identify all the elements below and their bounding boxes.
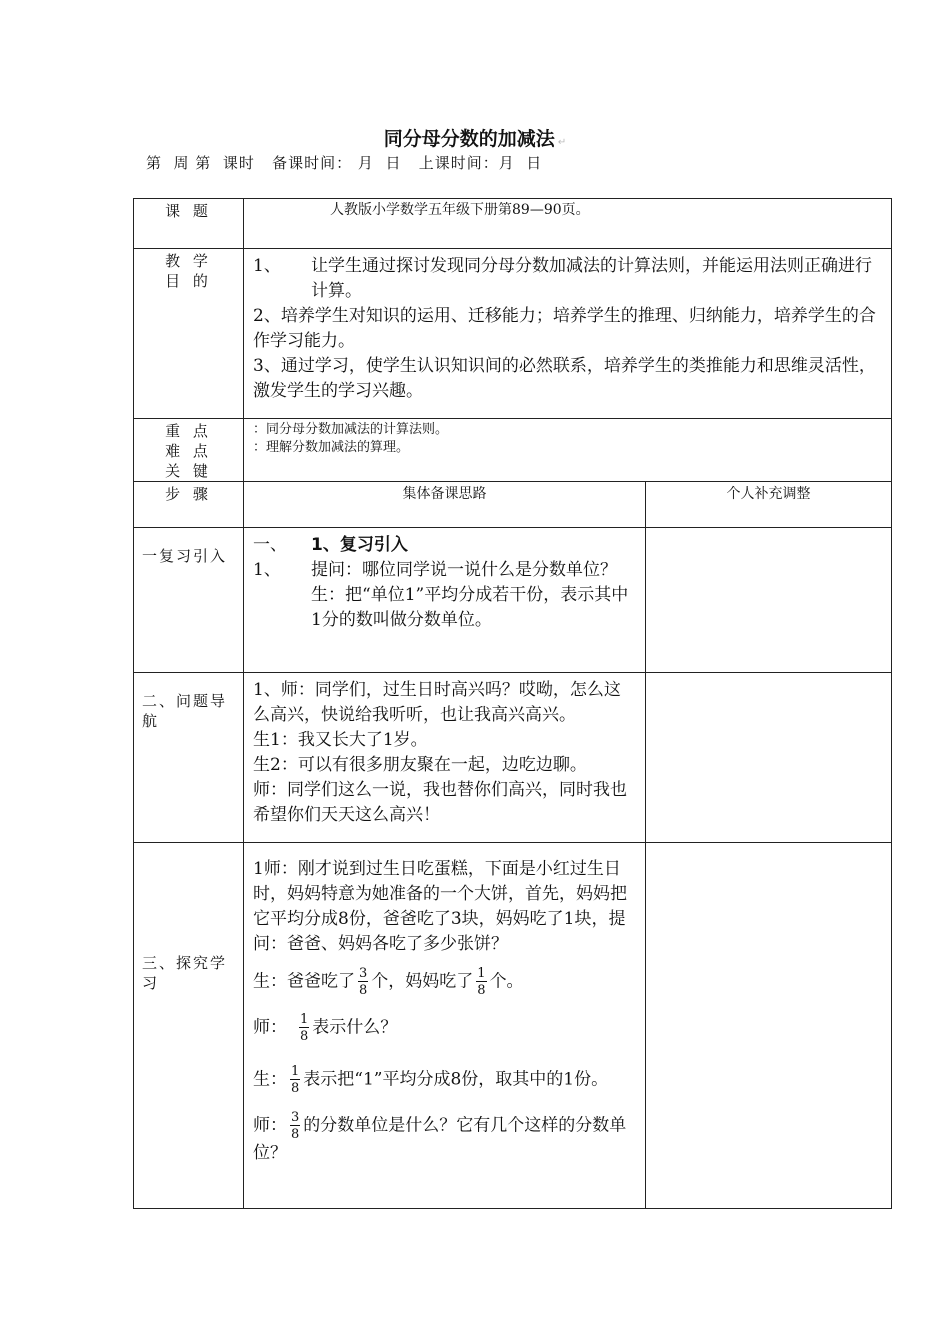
label-key-3: 关 键 — [165, 462, 212, 480]
row-topic — [134, 199, 892, 249]
review-answer — [253, 583, 637, 633]
row-explore — [134, 843, 892, 1209]
goal-item-3: 3、通过学习，使学生认识知识间的必然联系，培养学生的类推能力和思维灵活性，激发学生的学习兴趣。 — [253, 356, 876, 401]
review-a-text: 生：把“单位1”平均分成若干份，表示其中1分的数叫做分数单位。 — [311, 585, 629, 630]
review-head-num: 一、 — [253, 535, 287, 555]
guide-line-1: 1、师：同学们，过生日时高兴吗？哎呦，怎么这么高兴，快说给我听听，也让我高兴高兴。 — [253, 680, 621, 725]
key-line-2: ：理解分数加减法的算理。 — [253, 440, 410, 455]
label-key-1: 重 点 — [165, 422, 212, 440]
col-personal: 个人补充调整 — [646, 482, 892, 528]
explore-content — [244, 843, 646, 1209]
label-key — [134, 419, 244, 482]
row-steps-header — [134, 482, 892, 528]
guide-content — [244, 673, 646, 843]
guide-line-4: 师：同学们这么一说，我也替你们高兴，同时我也希望你们天天这么高兴！ — [253, 780, 627, 825]
goal-num-1: 1、 — [253, 256, 281, 276]
review-question — [253, 558, 637, 583]
guide-personal — [646, 673, 892, 843]
label-explore: 三、探究学习 — [134, 843, 244, 1209]
explore-personal — [646, 843, 892, 1209]
goal-item-1 — [253, 254, 883, 304]
lesson-plan-table — [133, 198, 892, 1209]
review-heading — [253, 533, 637, 558]
row-review — [134, 528, 892, 673]
paragraph-mark: ↵ — [557, 137, 567, 148]
review-personal — [646, 528, 892, 673]
explore-line-1: 生：爸爸吃了 $\frac{3}{8}$ 个，妈妈吃了 $\frac{1}{8}$ 个。 — [253, 966, 524, 998]
label-steps: 步 骤 — [134, 482, 244, 528]
key-content — [244, 419, 892, 482]
goal-item-2: 2、培养学生对知识的运用、迁移能力；培养学生的推理、归纳能力，培养学生的合作学习能力。 — [253, 306, 876, 351]
label-guide: 二、问题导航 — [134, 673, 244, 843]
label-key-2: 难 点 — [165, 442, 212, 460]
review-q-text: 提问：哪位同学说一说什么是分数单位？ — [311, 560, 617, 580]
explore-line-2: 师： $\frac{1}{8}$ 表示什么？ — [253, 1012, 398, 1044]
fraction-three-eighths: $\frac{3}{8}$ — [291, 1110, 300, 1142]
schedule-line: 第 周 第 课时 备课时间： 月 日 上课时间：月 日 — [146, 154, 543, 172]
fraction-one-eighth: $\frac{1}{8}$ — [300, 1012, 309, 1044]
col-collective: 集体备课思路 — [244, 482, 646, 528]
row-guide — [134, 673, 892, 843]
fraction-one-eighth: $\frac{1}{8}$ — [291, 1064, 300, 1096]
fraction-three-eighths: $\frac{3}{8}$ — [359, 966, 368, 998]
label-goals — [134, 249, 244, 419]
label-review: 一复习引入 — [134, 528, 244, 673]
explore-line-3: 生： $\frac{1}{8}$ 表示把“1”平均分成8份，取其中的1份。 — [253, 1064, 609, 1096]
review-head-text: 1、复习引入 — [311, 535, 408, 555]
label-goals-2: 目 的 — [165, 272, 212, 290]
review-q-num: 1、 — [253, 560, 281, 580]
review-content — [244, 528, 646, 673]
guide-line-2: 生1：我又长大了1岁。 — [253, 730, 428, 750]
explore-intro: 1师：刚才说到过生日吃蛋糕，下面是小红过生日时，妈妈特意为她准备的一个大饼，首先，妈妈把它平均分成8份，爸爸吃了3块，妈妈吃了1块，提问：爸爸、妈妈各吃了多少张饼？ — [253, 859, 627, 954]
page-title: 同分母分数的加减法 ↵ — [383, 128, 567, 150]
key-line-1: ：同分母分数加减法的计算法则。 — [253, 422, 449, 437]
row-key-points — [134, 419, 892, 482]
goal-text-1: 让学生通过探讨发现同分母分数加减法的计算法则，并能运用法则正确进行计算。 — [311, 256, 872, 301]
label-topic: 课 题 — [134, 199, 244, 249]
label-goals-1: 教 学 — [165, 252, 212, 270]
topic-content: 人教版小学数学五年级下册第89—90页。 — [244, 199, 892, 249]
explore-line-4: 师： $\frac{3}{8}$ 的分数单位是什么？它有几个这样的分数单位？ — [253, 1110, 627, 1163]
fraction-one-eighth: $\frac{1}{8}$ — [477, 966, 486, 998]
row-goals — [134, 249, 892, 419]
goals-content — [244, 249, 892, 419]
guide-line-3: 生2：可以有很多朋友聚在一起，边吃边聊。 — [253, 755, 587, 775]
